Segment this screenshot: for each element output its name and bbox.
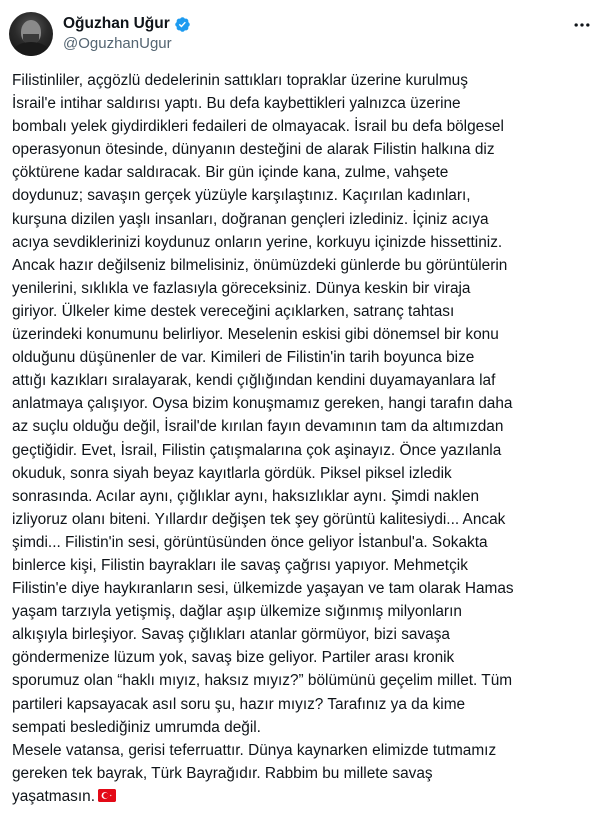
tweet-line: binlerce kişi, Filistin bayrakları ile savaş çağrısı yapıyor. Mehmetçik: [12, 556, 468, 574]
tweet-text: [12, 69, 603, 808]
tweet-line: geçtiğidir. Evet, İsrail, Filistin çatışmalarına çok aşinayız. Önce yazılanla: [12, 441, 502, 459]
tweet-line: İsrail'e intihar saldırısı yaptı. Bu defa kaybettikleri yalnızca üzerine: [12, 95, 461, 113]
tweet-line: olduğunu düşünenler de var. Kimileri de Filistin'in tarih boyunca bize: [12, 349, 475, 367]
more-options-button[interactable]: [571, 14, 593, 36]
tweet-line: yenilerini, sıklıkla ve fazlasıyla göreceksiniz. Dünya keskin bir viraja: [12, 279, 471, 297]
tweet-line: alkışıyla birleşiyor. Savaş çığlıkları atanlar görmüyor, bizi savaşa: [12, 626, 450, 644]
tweet-line: partileri kapsayacak asıl soru şu, hazır mıyız? Tarafınız ya da kime: [12, 695, 466, 713]
author-info: [63, 14, 191, 54]
tweet-line: yaşam tarzıyla yetişmiş, dağlar aşıp ülkemize sığınmış milyonların: [12, 603, 462, 621]
tweet-line-last: [12, 785, 603, 808]
more-horizontal-icon: [572, 15, 592, 35]
tweet-line: doydunuz; savaşın gerçek yüzüyle karşılaştınız. Kaçırılan kadınları,: [12, 187, 471, 205]
turkey-flag-icon: [98, 789, 116, 802]
avatar[interactable]: [9, 12, 53, 56]
tweet-line: izliyoruz olanı biteni. Yıllardır değişen tek şey görüntü kalitesiydi... Ancak: [12, 510, 506, 528]
author-handle[interactable]: @OguzhanUgur: [63, 35, 172, 52]
tweet-line: az suçlu olduğu değil, İsrail'de kırılan fayın devamının tam da altımızdan: [12, 418, 504, 436]
tweet-header: [9, 7, 191, 61]
tweet-line: Filistin'e diye haykıranların sesi, ülkemizde yaşayan ve tam olarak Hamas: [12, 580, 514, 598]
tweet-line: bombalı yelek giydirdikleri fedaileri de olmayacak. İsrail bu defa bölgesel: [12, 118, 504, 136]
tweet-line: çöktürene kadar saldıracak. Bir gün içinde kana, zulme, vahşete: [12, 164, 449, 182]
tweet-line: Ancak hazır değilseniz bilmelisiniz, önümüzdeki günlerde bu görüntülerin: [12, 256, 508, 274]
tweet-line: sempati beslediğiniz umrumda değil.: [12, 718, 261, 736]
tweet-line: anlatmaya çalışıyor. Oysa bizim konuşmamız gereken, hangi tarafın daha: [12, 395, 513, 413]
verified-badge-icon[interactable]: [174, 16, 191, 33]
name-row: [63, 14, 191, 34]
tweet-line: Mesele vatansa, gerisi teferruattır. Dünya kaynarken elimizde tutmamız: [12, 741, 497, 759]
tweet-line: sonrasında. Acılar aynı, çığlıklar aynı, haksızlıklar aynı. Şimdi naklen: [12, 487, 480, 505]
tweet-line: attığı kazıkları sıralayarak, kendi çığlığından kendini duyamayanlara laf: [12, 372, 496, 390]
tweet-line: yaşatmasın.: [12, 787, 95, 805]
tweet-line: sporumuz olan “haklı mıyız, haksız mıyız?” bölümünü geçelim millet. Tüm: [12, 672, 513, 690]
author-display-name[interactable]: Oğuzhan Uğur: [63, 15, 170, 32]
tweet-line: şimdi... Filistin'in sesi, görüntüsünden önce geliyor İstanbul'a. Sokakta: [12, 533, 488, 551]
tweet-line: acıya sevdiklerinizi koydunuz onların yerine, korkuyu içinizde hissettiniz.: [12, 233, 503, 251]
tweet-line: Filistinliler, açgözlü dedelerinin sattıkları topraklar üzerine kurulmuş: [12, 72, 468, 89]
tweet-line: göndermenize lüzum yok, savaş bize geliyor. Partiler arası kronik: [12, 649, 455, 667]
tweet-line: gereken tek bayrak, Türk Bayrağıdır. Rabbim bu millete savaş: [12, 764, 433, 782]
tweet-line: okuduk, sonra siyah beyaz kayıtlarla gördük. Piksel piksel izledik: [12, 464, 452, 482]
tweet-line: operasyonun ötesinde, dünyanın desteğini de alarak Filistin halkına diz: [12, 141, 495, 159]
tweet-line: giriyor. Ülkeler kime destek vereceğini açıklarken, satranç tahtası: [12, 302, 455, 320]
tweet-line: üzerindeki konumunu belirliyor. Meselenin eskisi gibi dönemsel bir konu: [12, 326, 499, 344]
tweet-line: kurşuna dizilen yaşlı insanları, doğranan gençleri izlediniz. İçiniz acıya: [12, 210, 489, 228]
